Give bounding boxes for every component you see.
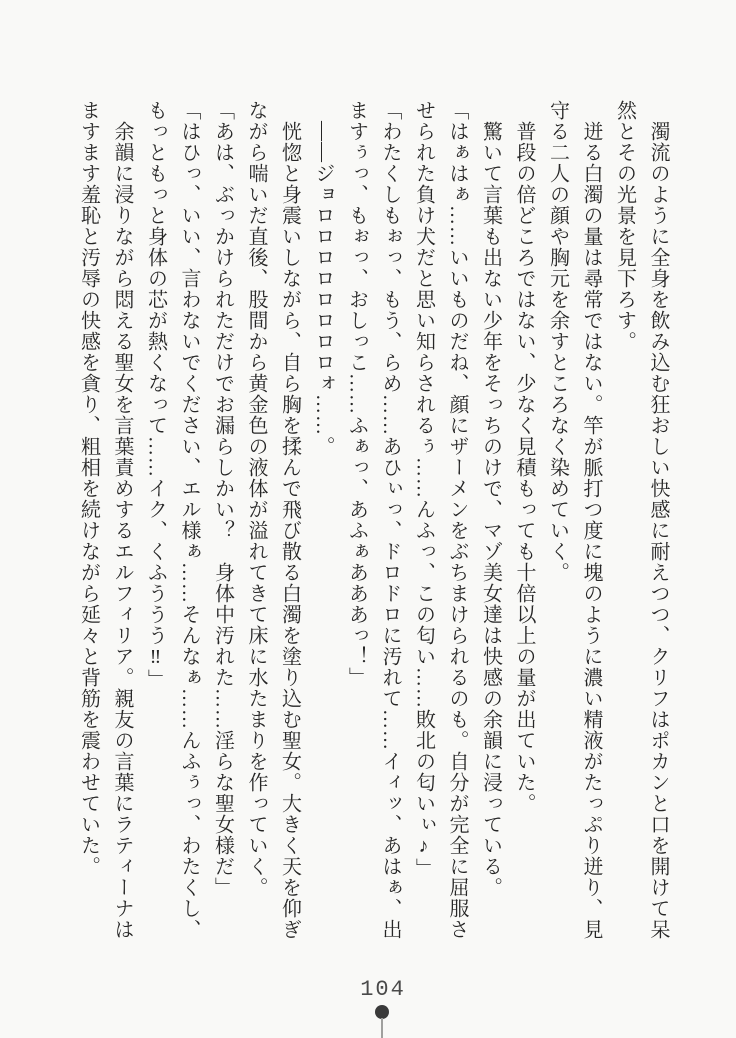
page-number: 104 (360, 977, 406, 1002)
text-line: 濁流のように全身を飲み込む狂おしい快感に耐えつつ、クリフはポカンと口を開けて呆 (647, 121, 669, 940)
marker-pin-dot (375, 1005, 389, 1019)
marker-pin-stem (381, 1018, 383, 1038)
text-block (71, 100, 674, 942)
text-line: 普段の倍どころではない、少なく見積もっても十倍以上の量が出ていた。 (513, 121, 535, 814)
text-line: 守る二人の顔や胸元を余すところなく染めていく。 (546, 100, 569, 583)
text-line: ますぅっ、もぉっ、おしっこ……ふぁっ、あふぁあああっ！」 (345, 100, 368, 688)
text-line: せられた負け犬だと思い知らされるぅ……んふっ、この匂い……敗北の匂いぃ♪」 (412, 100, 435, 879)
text-line: 「わたくしもぉっ、もう、らめ……あひぃっ、ドロドロに汚れて……イィッ、あはぁ、出 (379, 100, 401, 940)
text-line: 恍惚と身震いしながら、自ら胸を揉んで飛び散る白濁を塗り込む聖女。大きく天を仰ぎ (278, 121, 301, 940)
text-line: ますます羞恥と汚辱の快感を貪り、粗相を続けながら延々と背筋を震わせていた。 (77, 100, 100, 877)
text-line: 迸る白濁の量は尋常ではない。竿が脈打つ度に塊のように濃い精液がたっぷり迸り、見 (580, 121, 602, 940)
text-line: 「あは、ぶっかけられただけでお漏らしかい？ 身体中汚れた……淫らな聖女様だ」 (211, 100, 234, 898)
text-line: もっともっと身体の芯が熱くなって……イク、くふううう‼」 (144, 100, 167, 690)
text-line: 「はぁはぁ……いいものだね、顔にザーメンをぶちまけられるのも。自分が完全に屈服さ (446, 100, 468, 940)
text-line: ながら喘いだ直後、股間から黄金色の液体が溢れてきて床に水たまりを作っていく。 (245, 100, 267, 898)
text-line: 「はひっ、いい、言わないでください、エル様ぁ……そんなぁ……んふぅっ、わたくし、 (178, 100, 200, 940)
text-line: 余韻に浸りながら悶える聖女を言葉責めするエルフィリア。親友の言葉にラティーナは (111, 121, 133, 940)
text-line: ――ジョロロロロロロロロォ……。 (312, 121, 334, 457)
text-line: 驚いて言葉も出ない少年をそっちのけで、マゾ美女達は快感の余韻に浸っている。 (479, 121, 502, 898)
text-line: 然とその光景を見下ろす。 (613, 100, 636, 352)
